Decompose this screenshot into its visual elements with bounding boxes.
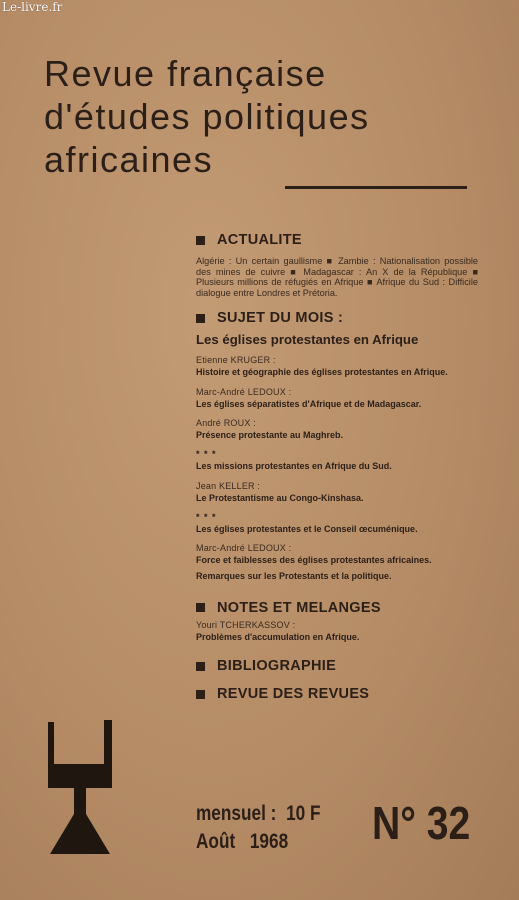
article-title: Les missions protestantes en Afrique du Sud. bbox=[196, 461, 392, 472]
section-heading: REVUE DES REVUES bbox=[217, 686, 370, 703]
title-line-2: d'études politiques bbox=[44, 96, 370, 137]
title-line-1: Revue française bbox=[44, 53, 327, 94]
article-title: Présence protestante au Maghreb. bbox=[196, 429, 344, 440]
issue-info bbox=[196, 800, 321, 856]
article-title: Problèmes d'accumulation en Afrique. bbox=[196, 631, 360, 642]
article-item bbox=[196, 543, 478, 565]
title-line-3: africaines bbox=[44, 139, 214, 180]
issue-year: 1968 bbox=[249, 830, 289, 853]
section-sujet bbox=[196, 310, 478, 326]
square-bullet-icon bbox=[196, 314, 205, 323]
issue-month: Août bbox=[196, 830, 236, 853]
section-notes bbox=[196, 600, 478, 616]
watermark: Le-livre.fr bbox=[2, 0, 63, 14]
article-author: Jean KELLER : bbox=[196, 480, 261, 491]
article-title: Force et faiblesses des églises protestantes africaines. bbox=[196, 555, 432, 566]
article-author: Marc-André LEDOUX : bbox=[196, 386, 292, 397]
sujet-subtitle: Les églises protestantes en Afrique bbox=[196, 332, 419, 348]
issue-date bbox=[196, 828, 321, 856]
frequency: mensuel : bbox=[196, 802, 277, 825]
article-title: Les églises séparatistes d'Afrique et de Madagascar. bbox=[196, 398, 422, 409]
section-heading: ACTUALITE bbox=[217, 232, 302, 248]
article-title: Les églises protestantes et le Conseil œcuménique. bbox=[196, 523, 418, 534]
section-heading: NOTES ET MELANGES bbox=[217, 599, 381, 616]
price: 10 F bbox=[286, 802, 321, 825]
publisher-logo-icon bbox=[46, 718, 114, 858]
issue-number: N° 32 bbox=[372, 797, 471, 849]
article-stars: * * * bbox=[196, 511, 217, 522]
article-author: Youri TCHERKASSOV : bbox=[196, 619, 296, 630]
title-rule bbox=[285, 186, 467, 189]
section-heading: SUJET DU MOIS : bbox=[217, 310, 344, 327]
article-item bbox=[196, 512, 478, 534]
frequency-price bbox=[196, 800, 321, 828]
section-bibliographie bbox=[196, 658, 478, 674]
article-item bbox=[196, 387, 478, 409]
article-author: André ROUX : bbox=[196, 417, 256, 428]
actualite-summary: Algérie : Un certain gaullisme ■ Zambie : Nationalisation possible des mines de cuivre ■ Madagascar : An X de la République ■ Plusieurs millions de réfugiés en Afrique ■ Afrique du Sud : Difficile dialogue entre Londres et Prétoria. bbox=[196, 256, 478, 298]
table-of-contents bbox=[196, 232, 478, 702]
article-item bbox=[196, 418, 478, 440]
article-author: Etienne KRUGER : bbox=[196, 355, 276, 366]
square-bullet-icon bbox=[196, 690, 205, 699]
section-heading: BIBLIOGRAPHIE bbox=[217, 658, 337, 675]
square-bullet-icon bbox=[196, 236, 205, 245]
article-item bbox=[196, 355, 478, 377]
article-author: Marc-André LEDOUX : bbox=[196, 543, 292, 554]
article-item bbox=[196, 449, 478, 471]
journal-title bbox=[44, 52, 484, 181]
article-title-remarques: Remarques sur les Protestants et la politique. bbox=[196, 571, 392, 582]
square-bullet-icon bbox=[196, 662, 205, 671]
article-title: Histoire et géographie des églises protestantes en Afrique. bbox=[196, 367, 448, 378]
section-revue bbox=[196, 686, 478, 702]
square-bullet-icon bbox=[196, 603, 205, 612]
article-title: Le Protestantisme au Congo-Kinshasa. bbox=[196, 492, 364, 503]
article-stars: * * * bbox=[196, 449, 217, 460]
section-actualite bbox=[196, 232, 478, 248]
article-item bbox=[196, 481, 478, 503]
